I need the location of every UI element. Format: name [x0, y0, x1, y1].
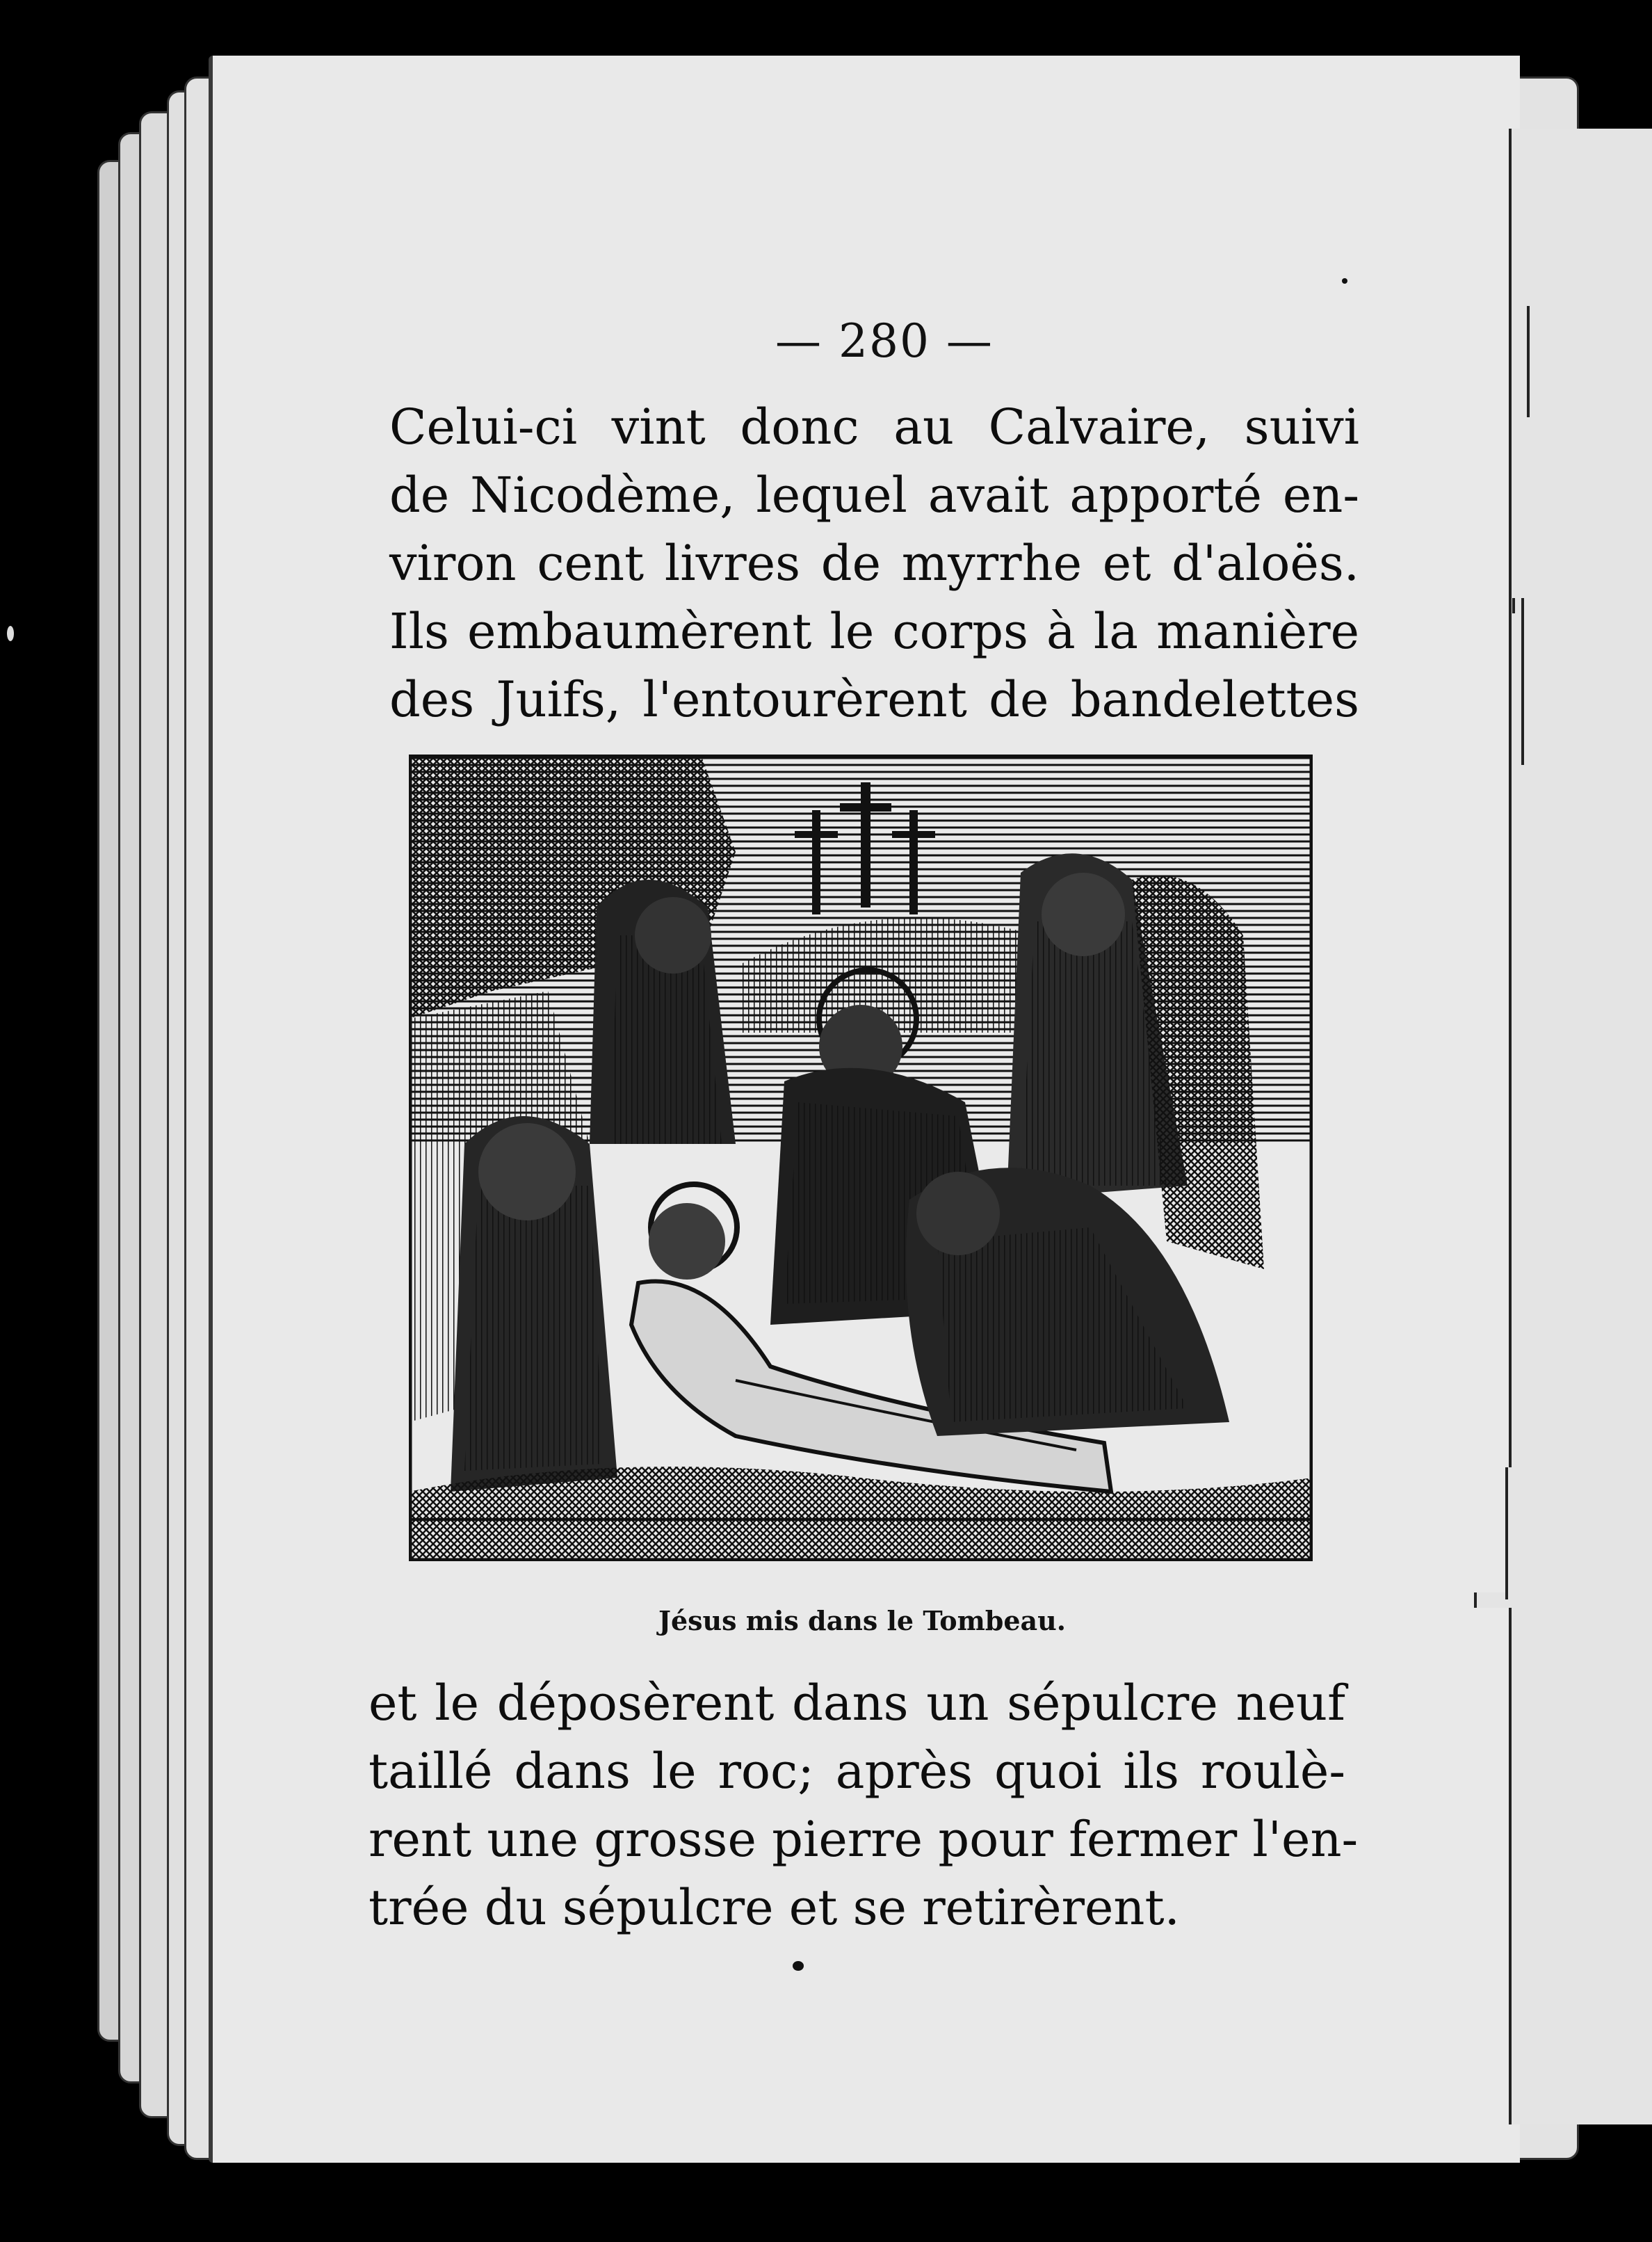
ink-speck [7, 626, 14, 641]
ink-speck [1342, 278, 1347, 284]
text-line: taillé dans le roc; après quoi ils roulè- [369, 1743, 1345, 1800]
text-line: Ils embaumèrent le corps à la manière [389, 603, 1359, 660]
ink-mark [1521, 598, 1534, 765]
text-line: Celui-ci vint donc au Calvaire, suivi [389, 398, 1359, 455]
illustration-caption: Jésus mis dans le Tombeau. [658, 1605, 1067, 1636]
text-line: trée du sépulcre et se retirèrent. [369, 1879, 1180, 1936]
text-line: et le déposèrent dans un sépulcre neuf [369, 1675, 1345, 1732]
paragraph-top [389, 393, 1359, 734]
facing-page [1509, 129, 1652, 2124]
text-line: rent une grosse pierre pour fermer l'en- [369, 1811, 1359, 1868]
ink-mark [1474, 1592, 1525, 1608]
ink-speck [793, 1961, 804, 1971]
ink-mark [1505, 1467, 1516, 1599]
text-line: des Juifs, l'entourèrent de bandelettes [389, 671, 1359, 728]
paragraph-bottom [369, 1669, 1359, 1942]
ink-mark [1527, 306, 1537, 417]
text-line: viron cent livres de myrrhe et d'aloës. [389, 535, 1359, 592]
text-line: de Nicodème, lequel avait apporté en- [389, 467, 1359, 524]
engraving-entombment-icon [409, 755, 1313, 1561]
page-number: — 280 — [775, 314, 994, 368]
